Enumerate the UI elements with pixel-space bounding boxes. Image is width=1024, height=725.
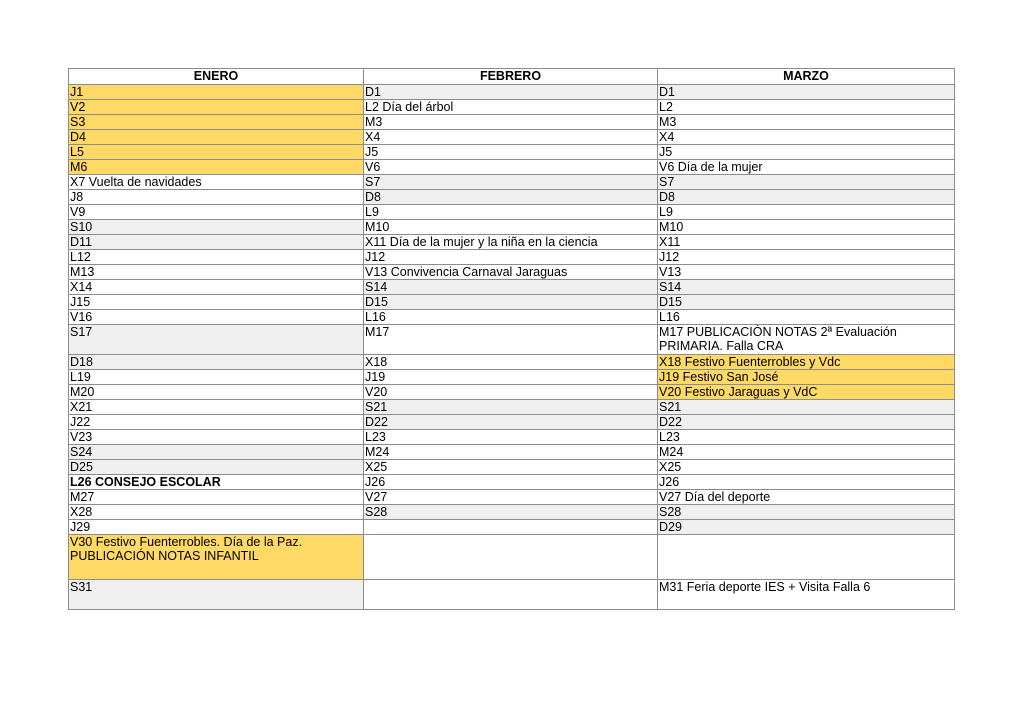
day-cell-marzo: V13 (658, 265, 955, 280)
day-cell-febrero: D22 (364, 415, 658, 430)
table-row (69, 385, 955, 400)
day-cell-enero: V16 (69, 310, 364, 325)
day-cell-febrero: X4 (364, 130, 658, 145)
table-row (69, 415, 955, 430)
day-cell-enero: S31 (69, 580, 364, 610)
day-cell-marzo: L9 (658, 205, 955, 220)
day-cell-enero: D11 (69, 235, 364, 250)
table-row (69, 160, 955, 175)
day-cell-enero: D18 (69, 355, 364, 370)
day-cell-febrero: V6 (364, 160, 658, 175)
day-cell-febrero: S28 (364, 505, 658, 520)
calendar-body (69, 85, 955, 610)
day-cell-enero: X14 (69, 280, 364, 295)
table-row (69, 130, 955, 145)
day-cell-marzo: V27 Día del deporte (658, 490, 955, 505)
day-cell-enero: V23 (69, 430, 364, 445)
table-row (69, 100, 955, 115)
table-row (69, 145, 955, 160)
day-cell-febrero: X11 Día de la mujer y la niña en la ciencia (364, 235, 658, 250)
day-cell-enero: D4 (69, 130, 364, 145)
day-cell-enero: D25 (69, 460, 364, 475)
day-cell-marzo: X4 (658, 130, 955, 145)
day-cell-febrero: X25 (364, 460, 658, 475)
day-cell-febrero: S7 (364, 175, 658, 190)
day-cell-febrero: L9 (364, 205, 658, 220)
day-cell-marzo: J12 (658, 250, 955, 265)
day-cell-febrero: M3 (364, 115, 658, 130)
day-cell-marzo: L2 (658, 100, 955, 115)
table-row (69, 115, 955, 130)
day-cell-marzo: L16 (658, 310, 955, 325)
day-cell-marzo: J19 Festivo San José (658, 370, 955, 385)
table-row (69, 175, 955, 190)
day-cell-febrero (364, 580, 658, 610)
day-cell-febrero: V13 Convivencia Carnaval Jaraguas (364, 265, 658, 280)
day-cell-enero: X28 (69, 505, 364, 520)
day-cell-marzo: M17 PUBLICACIÓN NOTAS 2ª Evaluación PRIMARIA. Falla CRA (658, 325, 955, 355)
day-cell-marzo: J26 (658, 475, 955, 490)
day-cell-febrero: J26 (364, 475, 658, 490)
day-cell-enero: L5 (69, 145, 364, 160)
day-cell-febrero: L23 (364, 430, 658, 445)
day-cell-febrero: V27 (364, 490, 658, 505)
day-cell-febrero: D15 (364, 295, 658, 310)
table-row (69, 310, 955, 325)
day-cell-enero: M20 (69, 385, 364, 400)
day-cell-febrero: D8 (364, 190, 658, 205)
day-cell-enero: V30 Festivo Fuenterrobles. Día de la Paz. PUBLICACIÓN NOTAS INFANTIL (69, 535, 364, 580)
day-cell-marzo (658, 535, 955, 580)
day-cell-enero: J1 (69, 85, 364, 100)
day-cell-febrero (364, 535, 658, 580)
day-cell-enero: J29 (69, 520, 364, 535)
day-cell-marzo: J5 (658, 145, 955, 160)
table-row (69, 490, 955, 505)
day-cell-febrero: J19 (364, 370, 658, 385)
day-cell-febrero: V20 (364, 385, 658, 400)
day-cell-marzo: L23 (658, 430, 955, 445)
day-cell-enero: J22 (69, 415, 364, 430)
day-cell-enero: J8 (69, 190, 364, 205)
table-row (69, 280, 955, 295)
day-cell-marzo: S7 (658, 175, 955, 190)
day-cell-febrero: X18 (364, 355, 658, 370)
table-row (69, 265, 955, 280)
day-cell-enero: L26 CONSEJO ESCOLAR (69, 475, 364, 490)
table-row (69, 85, 955, 100)
day-cell-marzo: M10 (658, 220, 955, 235)
calendar-table (68, 68, 955, 610)
day-cell-marzo: M31 Feria deporte IES + Visita Falla 6 (658, 580, 955, 610)
day-cell-marzo: D29 (658, 520, 955, 535)
day-cell-marzo: S28 (658, 505, 955, 520)
day-cell-enero: V9 (69, 205, 364, 220)
day-cell-enero: S10 (69, 220, 364, 235)
day-cell-enero: M27 (69, 490, 364, 505)
table-row (69, 220, 955, 235)
day-cell-enero: M13 (69, 265, 364, 280)
day-cell-marzo: X25 (658, 460, 955, 475)
table-row (69, 295, 955, 310)
month-header-marzo: MARZO (658, 69, 955, 85)
table-row (69, 580, 955, 610)
day-cell-febrero: M24 (364, 445, 658, 460)
day-cell-febrero: L16 (364, 310, 658, 325)
table-row (69, 430, 955, 445)
day-cell-febrero: D1 (364, 85, 658, 100)
month-header-febrero: FEBRERO (364, 69, 658, 85)
table-row (69, 190, 955, 205)
day-cell-enero: S24 (69, 445, 364, 460)
day-cell-marzo: D22 (658, 415, 955, 430)
table-row (69, 520, 955, 535)
day-cell-marzo: M24 (658, 445, 955, 460)
day-cell-febrero: S21 (364, 400, 658, 415)
day-cell-marzo: D1 (658, 85, 955, 100)
day-cell-enero: X21 (69, 400, 364, 415)
day-cell-enero: J15 (69, 295, 364, 310)
day-cell-marzo: M3 (658, 115, 955, 130)
day-cell-enero: L12 (69, 250, 364, 265)
day-cell-enero: M6 (69, 160, 364, 175)
table-row (69, 460, 955, 475)
day-cell-enero: L19 (69, 370, 364, 385)
day-cell-enero: S3 (69, 115, 364, 130)
day-cell-enero: S17 (69, 325, 364, 355)
table-row (69, 400, 955, 415)
table-row (69, 235, 955, 250)
month-header-enero: ENERO (69, 69, 364, 85)
day-cell-marzo: S14 (658, 280, 955, 295)
day-cell-marzo: X11 (658, 235, 955, 250)
table-row (69, 355, 955, 370)
day-cell-marzo: D8 (658, 190, 955, 205)
table-row (69, 325, 955, 355)
header-row (69, 69, 955, 85)
table-row (69, 250, 955, 265)
table-row (69, 445, 955, 460)
day-cell-febrero: J12 (364, 250, 658, 265)
table-row (69, 505, 955, 520)
day-cell-enero: X7 Vuelta de navidades (69, 175, 364, 190)
table-row (69, 205, 955, 220)
day-cell-febrero: S14 (364, 280, 658, 295)
day-cell-marzo: V20 Festivo Jaraguas y VdC (658, 385, 955, 400)
table-row (69, 370, 955, 385)
day-cell-febrero: M17 (364, 325, 658, 355)
day-cell-febrero: J5 (364, 145, 658, 160)
day-cell-febrero: L2 Día del árbol (364, 100, 658, 115)
day-cell-marzo: X18 Festivo Fuenterrobles y Vdc (658, 355, 955, 370)
table-row (69, 535, 955, 580)
day-cell-marzo: D15 (658, 295, 955, 310)
day-cell-marzo: V6 Día de la mujer (658, 160, 955, 175)
table-row (69, 475, 955, 490)
day-cell-febrero: M10 (364, 220, 658, 235)
day-cell-marzo: S21 (658, 400, 955, 415)
day-cell-febrero (364, 520, 658, 535)
day-cell-enero: V2 (69, 100, 364, 115)
